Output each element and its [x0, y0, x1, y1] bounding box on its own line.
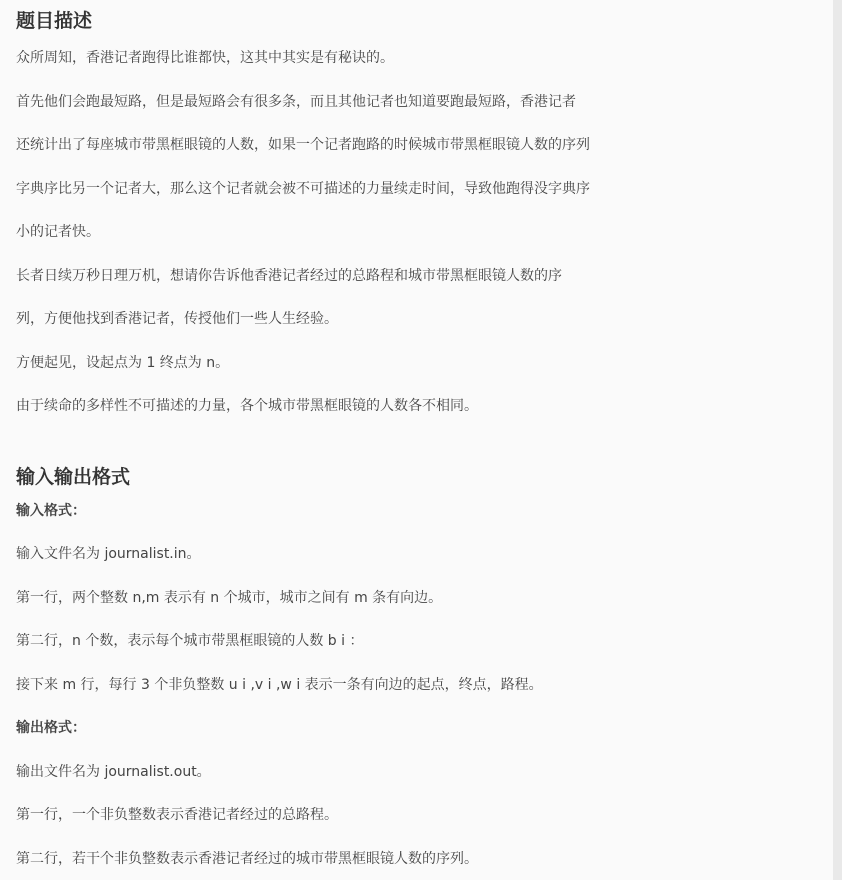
input-format-label: 输入格式： — [16, 501, 833, 545]
output-line: 第一行，一个非负整数表示香港记者经过的总路程。 — [16, 805, 833, 849]
description-heading: 题目描述 — [16, 8, 833, 34]
description-line: 还统计出了每座城市带黑框眼镜的人数，如果一个记者跑路的时候城市带黑框眼镜人数的序列 — [16, 135, 833, 179]
description-line: 列，方便他找到香港记者，传授他们一些人生经验。 — [16, 309, 833, 353]
description-line: 方便起见，设起点为 1 终点为 n。 — [16, 353, 833, 397]
description-line: 由于续命的多样性不可描述的力量，各个城市带黑框眼镜的人数各不相同。 — [16, 396, 833, 440]
io-format-section — [16, 464, 833, 892]
input-line: 第一行，两个整数 n,m 表示有 n 个城市，城市之间有 m 条有向边。 — [16, 588, 833, 632]
description-line: 首先他们会跑最短路，但是最短路会有很多条，而且其他记者也知道要跑最短路，香港记者 — [16, 92, 833, 136]
description-line: 长者日续万秒日理万机，想请你告诉他香港记者经过的总路程和城市带黑框眼镜人数的序 — [16, 266, 833, 310]
output-line: 输出文件名为 journalist.out。 — [16, 762, 833, 806]
vertical-scrollbar[interactable] — [833, 0, 842, 880]
input-line: 接下来 m 行，每行 3 个非负整数 u i ,v i ,w i 表示一条有向边的起点，终点，路程。 — [16, 675, 833, 719]
description-section — [16, 8, 833, 440]
input-line: 输入文件名为 journalist.in。 — [16, 544, 833, 588]
description-line: 小的记者快。 — [16, 222, 833, 266]
output-format-label: 输出格式： — [16, 718, 833, 762]
input-line: 第二行，n 个数，表示每个城市带黑框眼镜的人数 b i ： — [16, 631, 833, 675]
description-line: 众所周知，香港记者跑得比谁都快，这其中其实是有秘诀的。 — [16, 48, 833, 92]
output-line: 第二行，若干个非负整数表示香港记者经过的城市带黑框眼镜人数的序列。 — [16, 849, 833, 892]
io-format-heading: 输入输出格式 — [16, 464, 833, 490]
description-line: 字典序比另一个记者大，那么这个记者就会被不可描述的力量续走时间，导致他跑得没字典序 — [16, 179, 833, 223]
